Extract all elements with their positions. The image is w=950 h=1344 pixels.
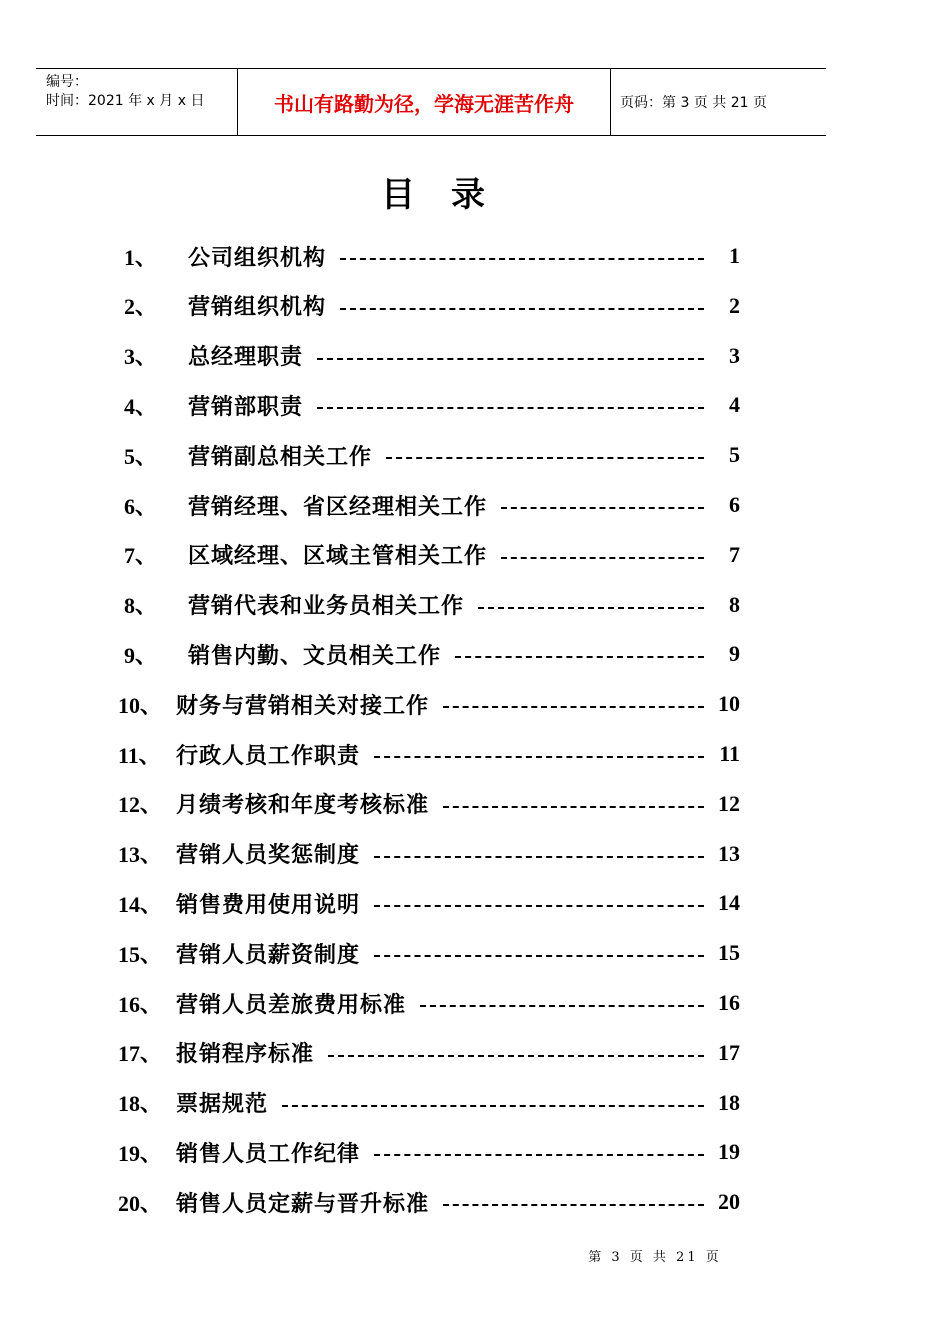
- toc-entry-page: 17: [718, 1039, 740, 1065]
- toc-entry-number: 14、: [118, 891, 163, 917]
- toc-entry-label: 销售内勤、文员相关工作: [188, 642, 442, 669]
- toc-entry[interactable]: [118, 336, 740, 376]
- toc-entry-page: 6: [729, 492, 740, 517]
- toc-entry-label: 销售人员工作纪律: [176, 1140, 361, 1167]
- toc-entry[interactable]: [118, 535, 740, 575]
- toc-leader-dashes: [501, 505, 704, 509]
- toc-entry[interactable]: [118, 385, 740, 425]
- toc-entry-label: 销售人员定薪与晋升标准: [176, 1190, 430, 1217]
- toc-entry[interactable]: [118, 1083, 740, 1123]
- toc-leader-dashes: [374, 854, 704, 858]
- toc-entry-number: 20、: [118, 1190, 163, 1216]
- page-title: 目录: [381, 175, 521, 215]
- toc-leader-dashes: [501, 555, 704, 559]
- toc-entry[interactable]: [118, 684, 740, 724]
- toc-entry-number: 7、: [124, 543, 158, 569]
- toc-leader-dashes: [340, 306, 704, 310]
- page-footer: 第 3 页 共 21 页: [588, 1250, 722, 1265]
- toc-entry-label: 财务与营销相关对接工作: [176, 692, 430, 719]
- toc-entry[interactable]: [118, 784, 740, 824]
- toc-entry-label: 行政人员工作职责: [176, 742, 361, 769]
- toc-entry-number: 11、: [118, 742, 161, 768]
- toc-entry-page: 8: [729, 591, 740, 617]
- toc-leader-dashes: [420, 1003, 704, 1007]
- toc-entry-page: 20: [718, 1189, 740, 1215]
- toc-entry-number: 8、: [124, 593, 158, 619]
- toc-leader-dashes: [443, 1202, 704, 1206]
- toc-entry[interactable]: [118, 634, 740, 674]
- toc-entry-page: 18: [718, 1089, 740, 1115]
- toc-entry-page: 12: [718, 790, 740, 816]
- page-header: [36, 68, 826, 136]
- toc-leader-dashes: [374, 953, 704, 957]
- toc-entry-page: 5: [729, 442, 740, 468]
- toc-entry-label: 报销程序标准: [176, 1041, 315, 1068]
- toc-entry-number: 16、: [118, 991, 163, 1017]
- toc-entry-number: 10、: [118, 692, 163, 718]
- toc-entry-page: 10: [718, 691, 740, 717]
- toc-entry-number: 18、: [118, 1091, 163, 1117]
- toc-entry-page: 16: [718, 990, 740, 1015]
- toc-entry[interactable]: [118, 983, 740, 1023]
- toc-entry[interactable]: [118, 1132, 740, 1172]
- header-motto: 书山有路勤为径，学海无涯苦作舟: [274, 92, 574, 116]
- toc-leader-dashes: [374, 903, 704, 907]
- toc-leader-dashes: [317, 356, 704, 360]
- toc-leader-dashes: [443, 804, 704, 808]
- toc-entry-page: 15: [718, 940, 740, 966]
- toc-entry[interactable]: [118, 585, 740, 625]
- toc-leader-dashes: [340, 256, 704, 260]
- toc-entry-number: 12、: [118, 792, 163, 818]
- toc-leader-dashes: [317, 405, 704, 409]
- toc-leader-dashes: [328, 1053, 704, 1057]
- toc-leader-dashes: [478, 605, 704, 609]
- toc-entry-page: 3: [729, 342, 740, 368]
- toc-entry[interactable]: [118, 883, 740, 923]
- toc-leader-dashes: [455, 654, 704, 658]
- document-number-label: 编号：: [46, 74, 88, 90]
- toc-leader-dashes: [374, 754, 704, 758]
- toc-leader-dashes: [443, 704, 704, 708]
- toc-entry-label: 区域经理、区域主管相关工作: [188, 543, 488, 570]
- toc-entry-label: 销售费用使用说明: [176, 891, 361, 918]
- toc-leader-dashes: [386, 455, 704, 459]
- toc-entry[interactable]: [118, 286, 740, 326]
- toc-entry-number: 6、: [124, 493, 158, 519]
- toc-entry-number: 3、: [124, 344, 158, 370]
- toc-entry[interactable]: [118, 1182, 740, 1222]
- toc-entry-label: 营销代表和业务员相关工作: [188, 593, 465, 620]
- toc-entry-page: 19: [718, 1139, 740, 1165]
- toc-entry-label: 月绩考核和年度考核标准: [176, 792, 430, 819]
- document-date: 时间：2021 年 x 月 x 日: [46, 93, 205, 109]
- toc-entry-label: 营销人员差旅费用标准: [176, 991, 407, 1018]
- toc-leader-dashes: [282, 1103, 704, 1107]
- toc-entry-number: 2、: [124, 294, 158, 320]
- toc-entry-page: 14: [718, 890, 740, 916]
- toc-entry-page: 4: [729, 392, 740, 418]
- toc-entry-label: 营销组织机构: [188, 294, 327, 321]
- toc-entry-label: 票据规范: [176, 1091, 269, 1118]
- toc-entry-page: 1: [729, 243, 740, 268]
- toc-entry-number: 15、: [118, 941, 163, 967]
- header-page-info: 页码：第 3 页 共 21 页: [620, 95, 767, 111]
- toc-entry-number: 4、: [124, 393, 158, 419]
- toc-entry[interactable]: [118, 485, 740, 525]
- toc-entry-label: 营销副总相关工作: [188, 443, 373, 470]
- toc-entry-number: 9、: [124, 642, 158, 668]
- toc-entry[interactable]: [118, 834, 740, 874]
- toc-entry-page: 11: [719, 741, 740, 766]
- toc-entry[interactable]: [118, 933, 740, 973]
- toc-entry-number: 1、: [124, 244, 158, 270]
- toc-entry-page: 7: [729, 541, 740, 567]
- toc-entry-number: 17、: [118, 1041, 163, 1067]
- toc-entry-label: 营销经理、省区经理相关工作: [188, 493, 488, 520]
- toc-entry-page: 13: [718, 840, 740, 866]
- toc-entry[interactable]: [118, 435, 740, 475]
- header-divider: [610, 69, 611, 135]
- toc-leader-dashes: [374, 1152, 704, 1156]
- toc-entry[interactable]: [118, 1033, 740, 1073]
- toc-entry-number: 13、: [118, 842, 163, 868]
- header-meta: [46, 73, 204, 111]
- toc-entry-label: 营销人员奖惩制度: [176, 842, 361, 869]
- toc-entry-number: 5、: [124, 443, 158, 469]
- toc-entry[interactable]: [118, 734, 740, 774]
- toc-entry-page: 9: [729, 641, 740, 667]
- toc-entry-label: 营销人员薪资制度: [176, 941, 361, 968]
- toc-entry-number: 19、: [118, 1140, 163, 1166]
- toc-entry-label: 总经理职责: [188, 344, 304, 371]
- toc-entry-page: 2: [729, 292, 740, 318]
- toc-entry[interactable]: [118, 236, 740, 276]
- toc-entry-label: 公司组织机构: [188, 244, 327, 271]
- toc-entry-label: 营销部职责: [188, 393, 304, 420]
